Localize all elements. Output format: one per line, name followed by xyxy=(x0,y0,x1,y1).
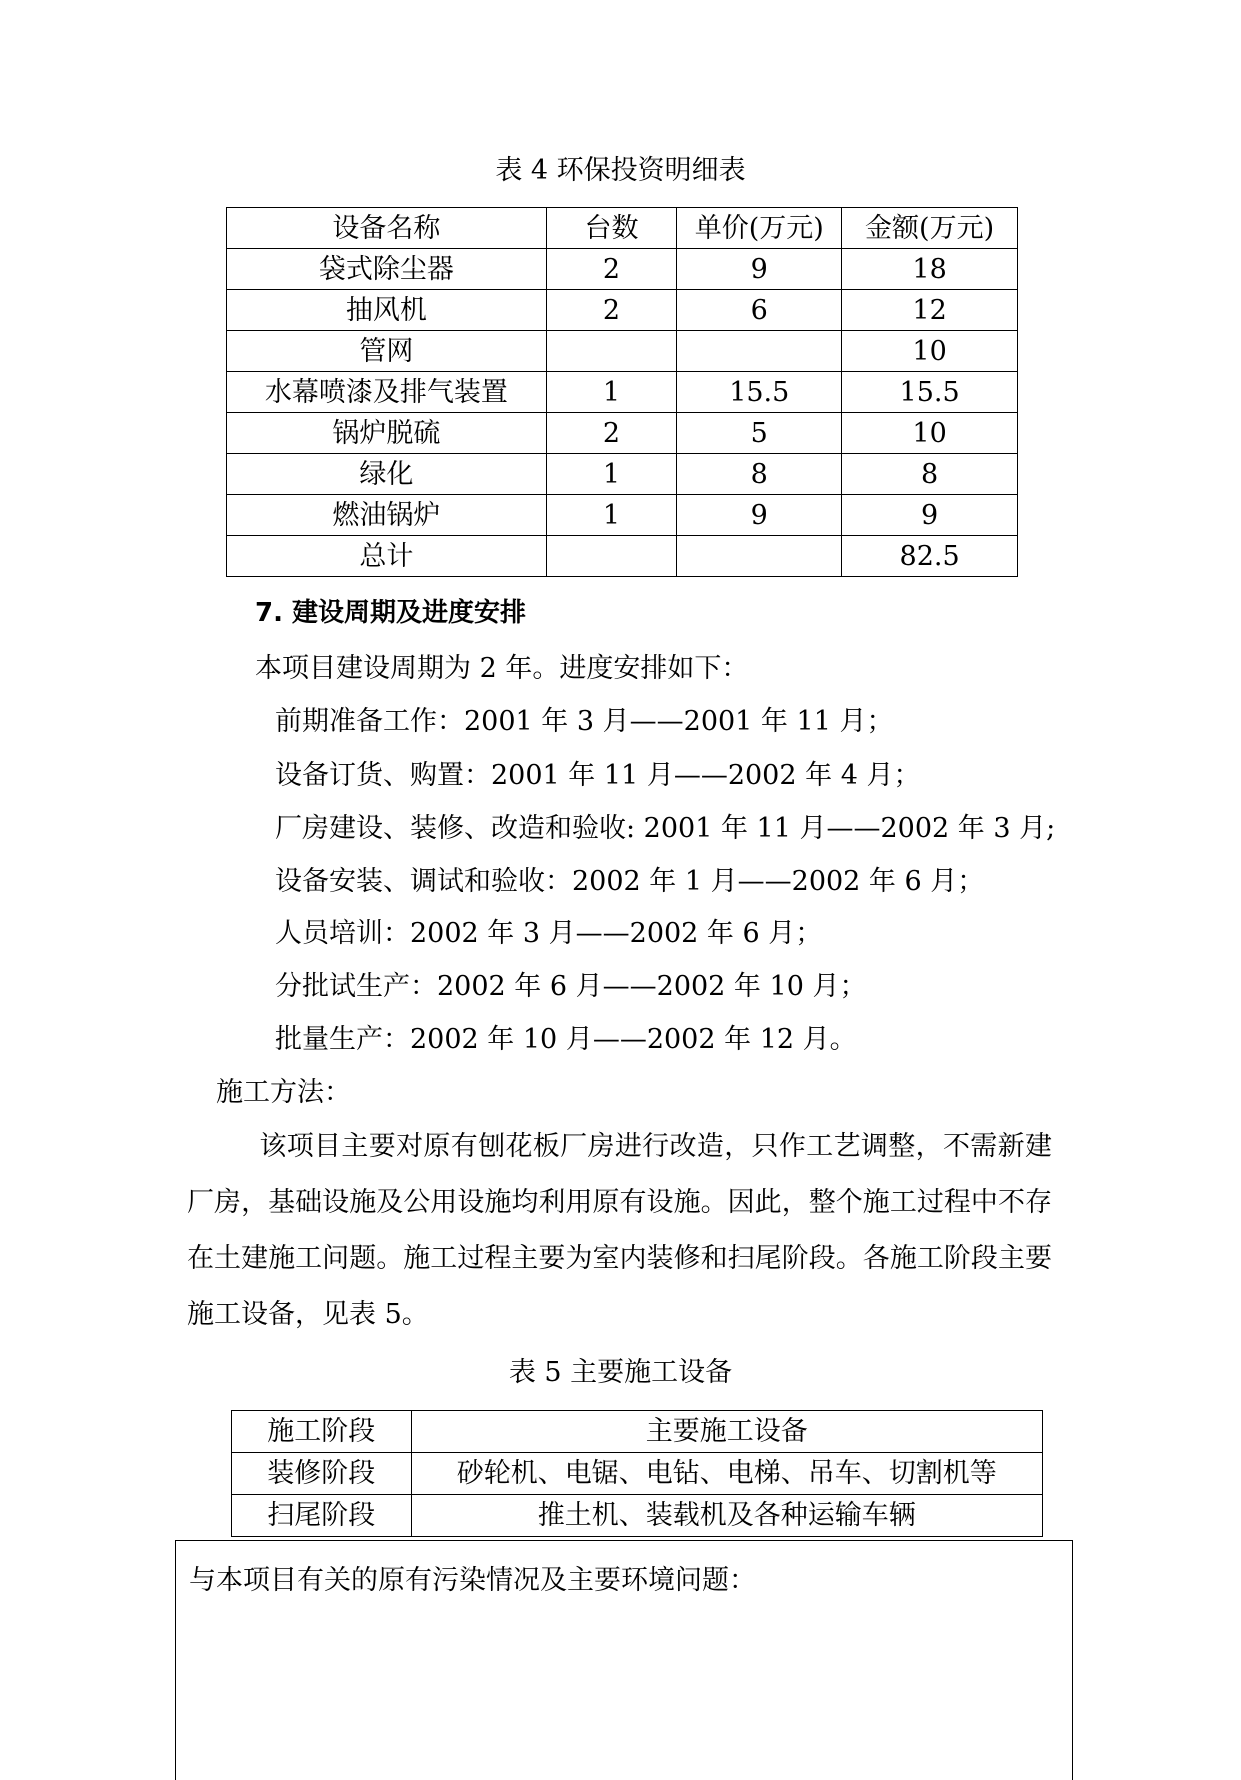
equipment-name-cell: 袋式除尘器 xyxy=(227,249,547,290)
amount-cell: 12 xyxy=(842,290,1018,331)
table-header-row xyxy=(227,208,1018,249)
quantity-cell xyxy=(546,536,677,577)
equipment-name-cell: 锅炉脱硫 xyxy=(227,413,547,454)
unit-price-cell: 15.5 xyxy=(677,372,842,413)
pollution-issues-title: 与本项目有关的原有污染情况及主要环境问题： xyxy=(189,1565,756,1596)
schedule-item: 厂房建设、装修、改造和验收: 2001 年 11 月——2002 年 3 月; xyxy=(275,813,1056,844)
quantity-cell xyxy=(546,331,677,372)
header-cell: 单价(万元) xyxy=(677,208,842,249)
quantity-cell: 1 xyxy=(546,372,677,413)
unit-price-cell xyxy=(677,536,842,577)
table-row xyxy=(232,1453,1043,1495)
amount-cell: 18 xyxy=(842,249,1018,290)
stage-cell: 装修阶段 xyxy=(232,1453,412,1495)
schedule-item: 设备订货、购置：2001 年 11 月——2002 年 4 月； xyxy=(275,760,921,791)
table-row xyxy=(227,413,1018,454)
quantity-cell: 1 xyxy=(546,454,677,495)
quantity-cell: 2 xyxy=(546,413,677,454)
schedule-item: 人员培训：2002 年 3 月——2002 年 6 月； xyxy=(275,918,823,949)
amount-cell: 9 xyxy=(842,495,1018,536)
schedule-intro: 本项目建设周期为 2 年。进度安排如下： xyxy=(255,653,749,684)
method-paragraph-text: 该项目主要对原有刨花板厂房进行改造，只作工艺调整，不需新建厂房，基础设施及公用设施均利用原有设施。因此，整个施工过程中不存在土建施工问题。施工过程主要为室内装修和扫尾阶段。各施工阶段主要施工设备，见表 5。 xyxy=(187,1131,1052,1330)
table-row xyxy=(227,372,1018,413)
table-row xyxy=(227,454,1018,495)
equipment-name-cell: 燃油锅炉 xyxy=(227,495,547,536)
schedule-item: 设备安装、调试和验收：2002 年 1 月——2002 年 6 月； xyxy=(275,866,985,897)
table5-caption: 表 5 主要施工设备 xyxy=(508,1357,733,1388)
unit-price-cell: 5 xyxy=(677,413,842,454)
equipment-name-cell: 水幕喷漆及排气装置 xyxy=(227,372,547,413)
equipment-name-cell: 抽风机 xyxy=(227,290,547,331)
quantity-cell: 1 xyxy=(546,495,677,536)
equipment-cell: 砂轮机、电锯、电钻、电梯、吊车、切割机等 xyxy=(411,1453,1042,1495)
unit-price-cell xyxy=(677,331,842,372)
header-cell: 设备名称 xyxy=(227,208,547,249)
amount-cell: 10 xyxy=(842,331,1018,372)
schedule-item: 前期准备工作：2001 年 3 月——2001 年 11 月； xyxy=(275,706,894,737)
unit-price-cell: 9 xyxy=(677,249,842,290)
unit-price-cell: 6 xyxy=(677,290,842,331)
table4-caption: 表 4 环保投资明细表 xyxy=(495,155,746,186)
env-investment-table xyxy=(226,207,1018,577)
header-cell: 施工阶段 xyxy=(232,1411,412,1453)
unit-price-cell: 9 xyxy=(677,495,842,536)
section-heading: 7. 建设周期及进度安排 xyxy=(255,598,527,628)
method-paragraph xyxy=(187,1119,1052,1343)
table-row xyxy=(232,1495,1043,1537)
table-total-row xyxy=(227,536,1018,577)
quantity-cell: 2 xyxy=(546,249,677,290)
stage-cell: 扫尾阶段 xyxy=(232,1495,412,1537)
table-row xyxy=(227,495,1018,536)
header-cell: 主要施工设备 xyxy=(411,1411,1042,1453)
schedule-item: 分批试生产：2002 年 6 月——2002 年 10 月； xyxy=(275,971,867,1002)
amount-cell: 8 xyxy=(842,454,1018,495)
table-row xyxy=(227,331,1018,372)
equipment-name-cell: 绿化 xyxy=(227,454,547,495)
pollution-issues-box xyxy=(175,1540,1073,1780)
equipment-cell: 推土机、装载机及各种运输车辆 xyxy=(411,1495,1042,1537)
table-row xyxy=(227,290,1018,331)
header-cell: 金额(万元) xyxy=(842,208,1018,249)
table-header-row xyxy=(232,1411,1043,1453)
header-cell: 台数 xyxy=(546,208,677,249)
amount-cell: 15.5 xyxy=(842,372,1018,413)
unit-price-cell: 8 xyxy=(677,454,842,495)
total-amount-cell: 82.5 xyxy=(842,536,1018,577)
total-label-cell: 总计 xyxy=(227,536,547,577)
amount-cell: 10 xyxy=(842,413,1018,454)
construction-equipment-table xyxy=(231,1410,1043,1537)
method-label: 施工方法： xyxy=(216,1077,351,1108)
schedule-item: 批量生产：2002 年 10 月——2002 年 12 月。 xyxy=(275,1024,857,1055)
table-row xyxy=(227,249,1018,290)
equipment-name-cell: 管网 xyxy=(227,331,547,372)
quantity-cell: 2 xyxy=(546,290,677,331)
